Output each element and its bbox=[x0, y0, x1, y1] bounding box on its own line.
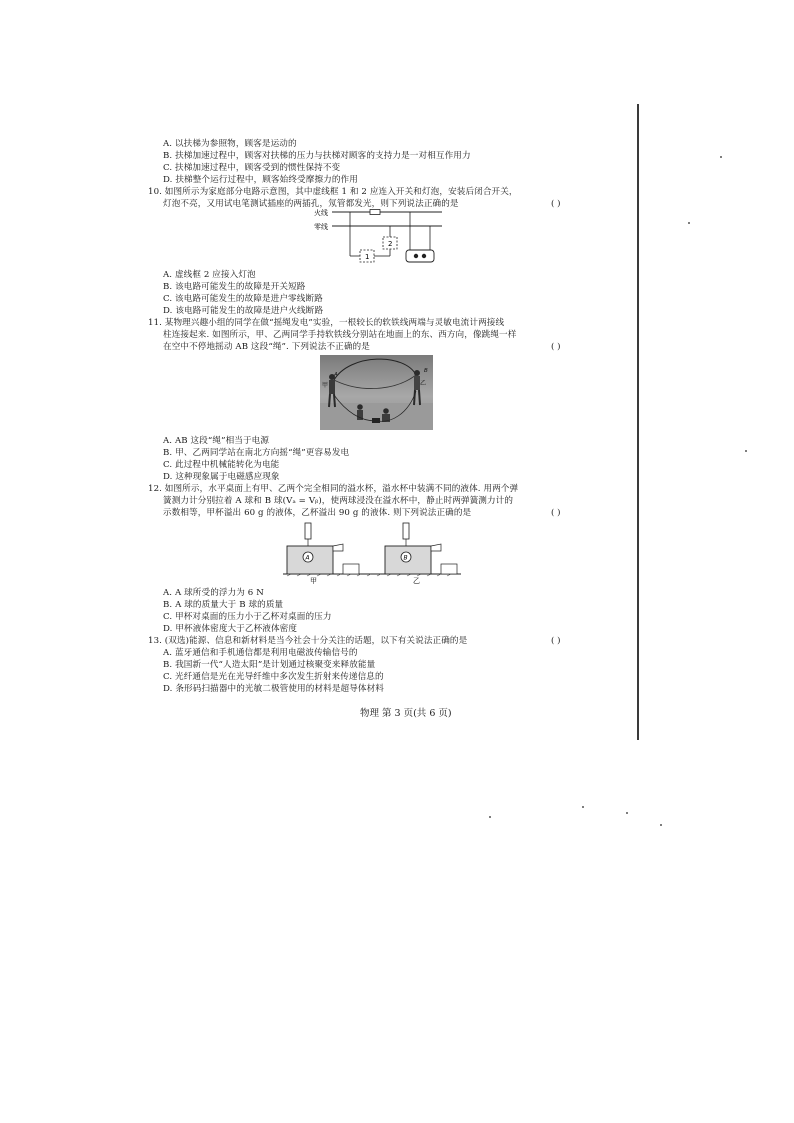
point-b-label: B bbox=[424, 368, 428, 374]
q9-option-a: A. 以扶梯为参照物，顾客是运动的 bbox=[163, 139, 297, 149]
q11-option-d: D. 这种现象属于电磁感应现象 bbox=[163, 472, 280, 482]
jia-label: 甲 bbox=[322, 382, 329, 389]
q10-stem-line-1: 10. 如图所示为家庭部分电路示意图，其中虚线框 1 和 2 应连入开关和灯泡，安装后闭合开关， bbox=[148, 187, 518, 197]
q12-option-b: B. A 球的质量大于 B 球的质量 bbox=[163, 600, 284, 610]
q10-stem-line-2: 灯泡不亮，又用试电笔测试插座的两插孔，氖管都发光，则下列说法正确的是 bbox=[163, 199, 459, 209]
box-1-label: 1 bbox=[365, 253, 370, 261]
q9-option-b: B. 扶梯加速过程中，顾客对扶梯的压力与扶梯对顾客的支持力是一对相互作用力 bbox=[163, 151, 471, 161]
cup-jia-label: 甲 bbox=[310, 577, 317, 584]
scan-speck bbox=[720, 156, 722, 158]
q10-circuit-diagram bbox=[310, 206, 450, 266]
live-wire-label: 火线 bbox=[314, 209, 328, 217]
q10-option-b: B. 该电路可能发生的故障是开关短路 bbox=[163, 282, 306, 292]
q11-stem-line-3: 在空中不停地摇动 AB 这段“绳”. 下列说法不正确的是 bbox=[163, 342, 370, 352]
neutral-wire-label: 零线 bbox=[314, 223, 328, 231]
q12-overflow-cup-diagram bbox=[283, 518, 463, 584]
q13-option-b: B. 我国新一代“人造太阳”是计划通过核聚变来释放能量 bbox=[163, 660, 376, 670]
q12-option-c: C. 甲杯对桌面的压力小于乙杯对桌面的压力 bbox=[163, 612, 332, 622]
yi-label: 乙 bbox=[420, 380, 427, 387]
q12-stem-line-3: 示数相等，甲杯溢出 60 g 的液体，乙杯溢出 90 g 的液体. 则下列说法正确的是 bbox=[163, 508, 472, 518]
q9-option-c: C. 扶梯加速过程中，顾客受到的惯性保持不变 bbox=[163, 163, 341, 173]
point-a-label: A bbox=[334, 372, 338, 378]
q11-rope-photo bbox=[320, 355, 433, 430]
margin-rule bbox=[637, 104, 639, 740]
scan-speck bbox=[660, 824, 662, 826]
q12-option-d: D. 甲杯液体密度大于乙杯液体密度 bbox=[163, 624, 298, 634]
q13-answer-paren: ( ) bbox=[551, 636, 561, 646]
ball-b-label: B bbox=[403, 554, 408, 562]
q12-stem-line-1: 12. 如图所示，水平桌面上有甲、乙两个完全相同的溢水杯，溢水杯中装满不同的液体. 用两个弹 bbox=[148, 484, 519, 494]
box-2-label: 2 bbox=[388, 240, 393, 248]
q12-answer-paren: ( ) bbox=[551, 508, 561, 518]
scan-speck bbox=[582, 806, 584, 808]
q13-option-a: A. 蓝牙通信和手机通信都是利用电磁波传输信号的 bbox=[163, 648, 358, 658]
q10-answer-paren: ( ) bbox=[551, 199, 561, 209]
scan-speck bbox=[489, 816, 491, 818]
q11-option-b: B. 甲、乙两同学站在南北方向摇“绳”更容易发电 bbox=[163, 448, 350, 458]
q10-option-a: A. 虚线框 2 应接入灯泡 bbox=[163, 270, 256, 280]
q12-option-a: A. A 球所受的浮力为 6 N bbox=[163, 588, 264, 598]
q13-stem-line-1: 13. (双选)能源、信息和新材料是当今社会十分关注的话题，以下有关说法正确的是 bbox=[148, 636, 468, 646]
fuse-symbol bbox=[370, 210, 380, 215]
scan-speck bbox=[626, 812, 628, 814]
q12-stem-line-2: 簧测力计分别拉着 A 球和 B 球(Vₐ = Vᵦ)，使两球浸没在溢水杯中，静止时两弹簧测力计的 bbox=[163, 496, 514, 506]
q10-option-d: D. 该电路可能发生的故障是进户火线断路 bbox=[163, 306, 324, 316]
q9-option-d: D. 扶梯整个运行过程中，顾客始终受摩擦力的作用 bbox=[163, 175, 358, 185]
ball-a-label: A bbox=[305, 554, 310, 562]
q11-stem-line-1: 11. 某物理兴趣小组的同学在做“摇绳发电”实验，一根较长的软铁线两端与灵敏电流计两接线 bbox=[148, 318, 505, 328]
cup-yi-label: 乙 bbox=[413, 577, 420, 584]
q11-answer-paren: ( ) bbox=[551, 342, 561, 352]
q13-option-d: D. 条形码扫描器中的光敏二极管使用的材料是超导体材料 bbox=[163, 684, 384, 694]
q11-option-a: A. AB 这段“绳”相当于电源 bbox=[163, 436, 270, 446]
q11-stem-line-2: 柱连接起来. 如图所示，甲、乙两同学手持软铁线分别站在地面上的东、西方向，像跳绳一样 bbox=[163, 330, 517, 340]
q13-option-c: C. 光纤通信是光在光导纤维中多次发生折射来传递信息的 bbox=[163, 672, 384, 682]
q11-option-c: C. 此过程中机械能转化为电能 bbox=[163, 460, 280, 470]
q10-option-c: C. 该电路可能发生的故障是进户零线断路 bbox=[163, 294, 323, 304]
scan-speck bbox=[688, 222, 690, 224]
socket-symbol bbox=[406, 250, 434, 262]
page-footer: 物理 第 3 页(共 6 页) bbox=[360, 708, 452, 719]
scan-speck bbox=[745, 450, 747, 452]
